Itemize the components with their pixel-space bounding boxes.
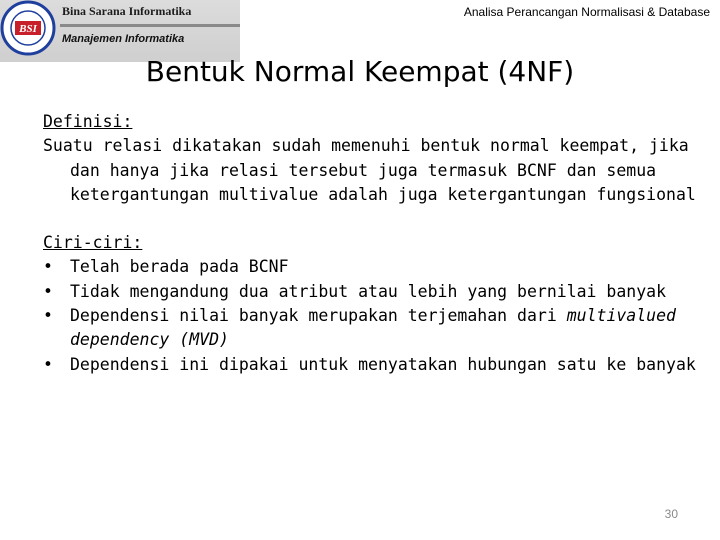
brand-name: Bina Sarana Informatika [62,4,192,18]
list-item-text: Dependensi ini dipakai untuk menyatakan hubungan satu ke banyak [70,354,696,374]
bullet-icon: • [43,306,53,326]
slide-title: Bentuk Normal Keempat (4NF) [145,55,575,88]
list-item-text: Tidak mengandung dua atribut atau lebih yang bernilai banyak [70,281,667,301]
brand-department: Manajemen Informatika [62,33,185,45]
bullet-icon: • [43,354,53,374]
bullet-icon: • [43,281,53,301]
list-item [43,304,703,353]
list-item [43,255,703,279]
features-list [43,255,703,376]
spacer [43,207,703,231]
definition-heading: Definisi: [43,112,133,131]
page-number: 30 [664,507,678,521]
list-item-text: Telah berada pada BCNF [70,257,289,277]
list-item-italic-text: multivalued dependency (MVD) [70,306,676,350]
features-heading: Ciri-ciri: [43,233,143,253]
definition-text: Suatu relasi dikatakan sudah memenuhi bentuk normal keempat, jika dan hanya jika relasi tersebut juga termasuk BCNF dan semua ketergantungan multivalue adalah juga ketergantungan fungsional [43,136,696,204]
slide-body [43,110,703,377]
list-item [43,353,703,377]
bsi-seal-icon [0,0,56,56]
list-item [43,280,703,304]
brand-divider [60,24,240,27]
logo-banner [0,0,240,62]
list-item-text: Dependensi nilai banyak merupakan terjemahan dari [70,306,557,326]
course-caption: Analisa Perancangan Normalisasi & Database [463,5,710,19]
bullet-icon: • [43,257,53,277]
seal-letters: BSI [19,23,37,35]
